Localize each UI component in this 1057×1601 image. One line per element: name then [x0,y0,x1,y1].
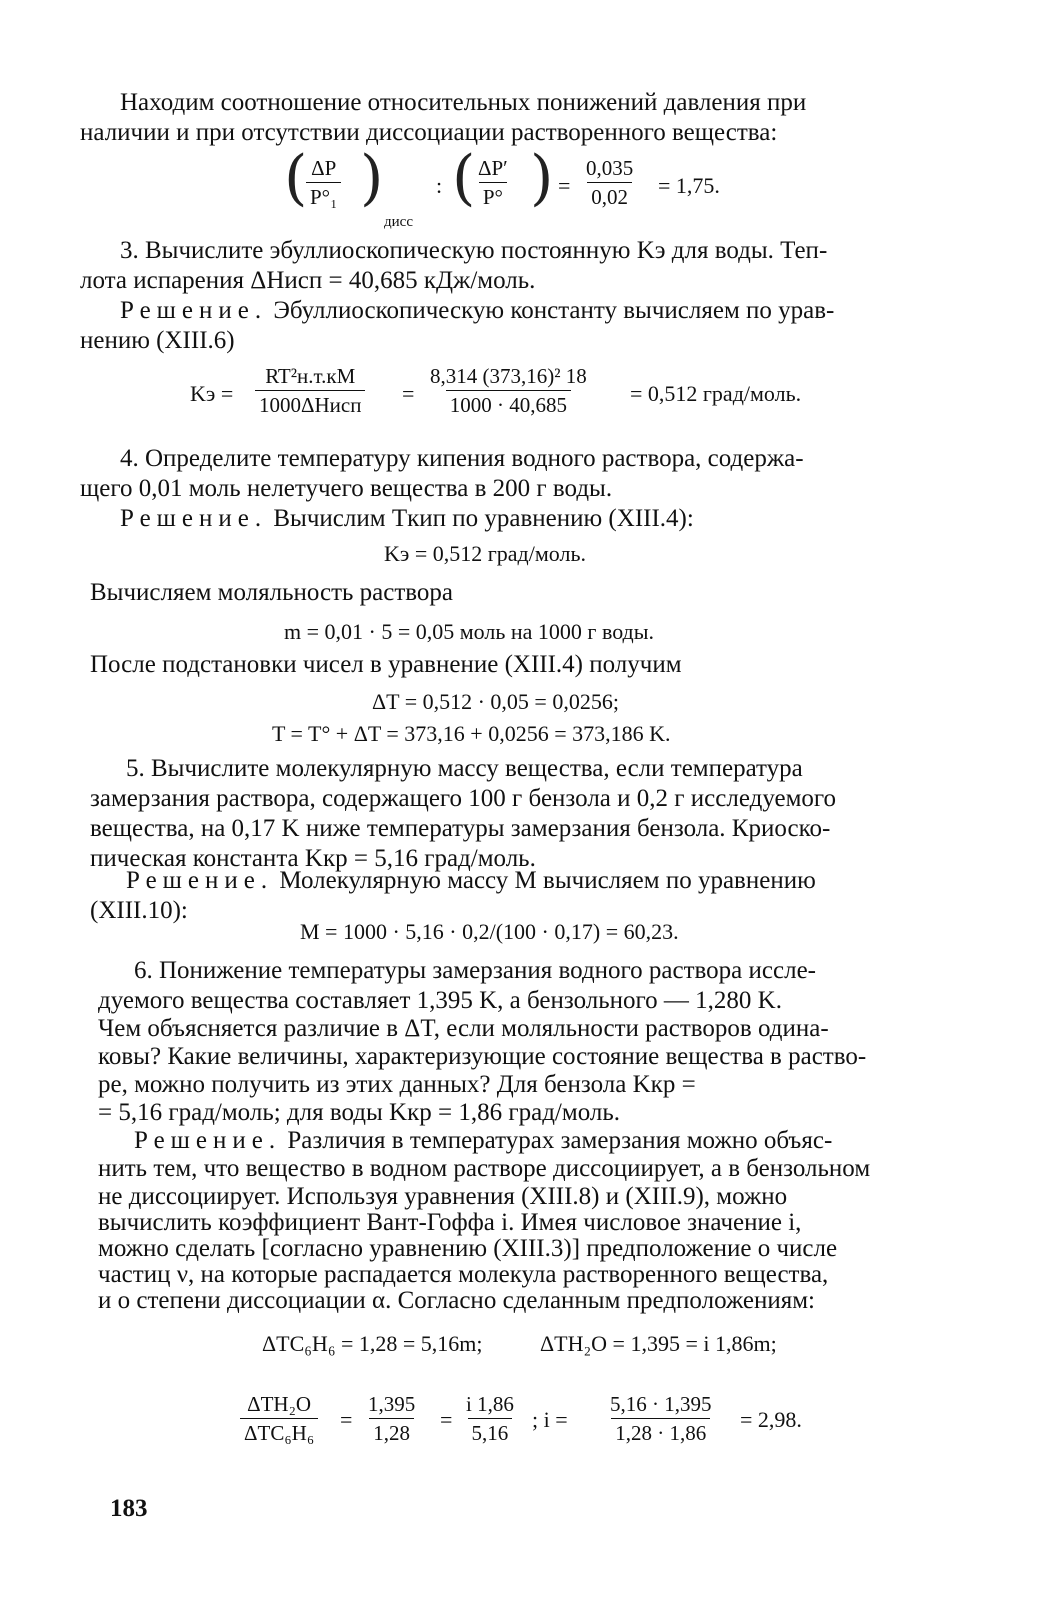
eq3-equals-1: = [340,1407,353,1432]
problem-6-line-6: = 5,16 град/моль; для воды Kкр = 1,86 град/моль. [98,1099,620,1126]
eq2-result: = 0,512 град/моль. [630,381,802,406]
problem-6-line-7: Различия в температурах замерзания можно объяс- [287,1127,833,1154]
book-page: Находим соотношение относительных понижений давления при наличии и при отсутствии диссоциации растворенного вещества: ( $\frac{\Delta P}{\text{P°₁}}$ ) дисс : ( $\frac{\Delta P'}{P^\circ}$ ) = $\frac{0,035}{0,02}$ = 1,75. 3. Вычислите эбуллиоскопическую постоянную Kэ для воды. Теп- лота испарения ΔHисп = 40,685 кДж/моль. Решение. Эбуллиоскопическую константу вычисляем по урав- нению (XIII.6) Kэ = RT²н.т.кM 1000ΔHисп = $\frac{\text{8,314 (373,16)² 18}}{1000 \cdot 40,685}$ = 0,512 град/моль. 4. Определите температуру кипения водного раствора, содержа- щего 0,01 моль нелетучего вещества в 200 г воды. Решение. Вычислим Tкип по уравнению (XIII.4): Kэ = 0,512 град/моль. Вычисляем моляльность раствора m = 0,01 · 5 = 0,05 моль на 1000 г воды. После подстановки чисел в уравнение (XIII.4) получим ΔT = 0,512 · 0,05 = 0,0256; T = T° + ΔT = 373,16 + 0,0256 = 373,186 K. 5. Вычислите молекулярную массу вещества, если температура замерзания раствора, содержащего 100 г бензола и 0,2 г исследуемого вещества, на 0,17 K ниже температуры замерзания бензола. Криоско- пическая константа Kкр = 5,16 град/моль. Решение. Молекулярную массу M вычисляем по уравнению (XIII.10): M = 1000 · 5,16 · 0,2/(100 · 0,17) = 60,23. 6. Понижение температуры замерзания водного раствора иссле- дуемого вещества составляет 1,395 K, а бензольного — 1,280 K. Чем объясняется различие в ΔT, если моляльности растворов одина- ковы? Какие величины, характеризующие состояние вещества в раство- ре, можно получить из этих данных? Для бензола Kкр = = 5,16 град/моль; для воды Kкр = 1,86 град/моль. Решение. Различия в температурах замерзания можно объяс- нить тем, что вещество в водном растворе диссоциирует, а в бензольном не диссоциирует. Используя уравнения (XIII.8) и (XIII.9), можно вычислить коэффициент Вант-Гоффа i. Имея числовое значение i, можно сделать [согласно уравнению (XIII.3)] предположение о числе частиц ν, на которые распадается молекула растворенного вещества, и о степени диссоциации α. Согласно сделанным предположениям: ΔTC₆H₆ = 1,28 = 5,16m; ΔTH₂O = 1,395 = i 1,86m; ΔTH₂O ΔTC₆H₆ = $\frac{1,395}{1,28}$ = $\frac{i 1,86}{5,16}$ ; i = $\frac{5,16 \cdot 1,395}{1,28 \cdot 1,86}$ = 2,98. 183 [80,89,871,1522]
eq1-num-a: ΔP [311,156,337,180]
eq1-num-b: ΔP′ [478,156,508,180]
problem-6-line-9: не диссоциирует. Используя уравнения (XIII.8) и (XIII.9), можно [98,1183,788,1210]
intro-line-2: наличии и при отсутствии диссоциации растворенного вещества: [80,119,778,146]
eq1-subscript: дисс [384,214,413,230]
solution-label: Решение. [134,1127,282,1154]
problem-6-line-5: ре, можно получить из этих данных? Для бензола Kкр = [98,1071,696,1098]
problem-4-eq-c: ΔT = 0,512 · 0,05 = 0,0256; [372,689,619,714]
problem-4-eq-a: Kэ = 0,512 град/моль. [384,541,586,566]
eq3-den-a: ΔTC₆H₆ [240,1418,318,1445]
eq1-separator: : [436,173,443,198]
page-number: 183 [110,1495,148,1522]
solution-label: Решение. [120,297,268,324]
eq1-den-a: P°₁ [306,182,341,209]
eq2-fraction-a [255,364,365,417]
eq2-num-b: 8,314 (373,16)² 18 [430,364,587,388]
eq3-result: = 2,98. [740,1407,802,1432]
eq3-den-d: 1,28 · 1,86 [611,1418,710,1445]
problem-6-solution [134,1126,832,1156]
eq2-num-a: RT²н.т.кM [265,364,356,388]
eq3-den-c: 5,16 [468,1418,513,1445]
problem-3-line-1: 3. Вычислите эбуллиоскопическую постоянную Kэ для воды. Теп- [120,237,828,264]
problem-3-line-2: лота испарения ΔHисп = 40,685 кДж/моль. [80,267,536,294]
eq1-fraction-b [474,156,512,209]
problem-4-line-2: щего 0,01 моль нелетучего вещества в 200 г воды. [80,475,613,502]
solution-label: Решение. [120,505,268,532]
problem-6-line-8: нить тем, что вещество в водном растворе диссоциирует, а в бензольном [98,1155,871,1182]
eq2-lhs: Kэ = [190,381,234,406]
problem-3-line-3: Эбуллиоскопическую константу вычисляем по урав- [273,297,835,324]
eq1-equals: = [558,173,571,198]
problem-4-line-3: Вычислим Tкип по уравнению (XIII.4): [273,505,694,532]
problem-6-line-2: дуемого вещества составляет 1,395 K, а бензольного — 1,280 K. [98,987,782,1014]
problem-5-line-6: (XIII.10): [90,897,188,924]
problem-5-line-5: Молекулярную массу M вычисляем по уравнению [279,867,816,894]
eq1-result: = 1,75. [658,173,720,198]
problem-6-line-12: частиц ν, на которые распадается молекула растворенного вещества, [98,1261,829,1288]
problem-6-eq-a: ΔTC₆H₆ = 1,28 = 5,16m; [262,1331,483,1356]
problem-4-eq-b: m = 0,01 · 5 = 0,05 моль на 1000 г воды. [284,619,655,644]
problem-5-eq-a: M = 1000 · 5,16 · 0,2/(100 · 0,17) = 60,23. [300,919,679,944]
problem-5-line-1: 5. Вычислите молекулярную массу вещества, если температура [126,755,803,782]
problem-6-line-3: Чем объясняется различие в ΔT, если моляльности растворов одина- [98,1015,829,1042]
eq2-den-a: 1000ΔHисп [255,390,365,417]
problem-4-eq-d: T = T° + ΔT = 373,16 + 0,0256 = 373,186 K. [272,721,671,746]
intro-line-1: Находим соотношение относительных понижений давления при [120,89,807,116]
problem-6-line-4: ковы? Какие величины, характеризующие состояние вещества в раство- [98,1043,867,1070]
eq3-equals-2: = [440,1407,453,1432]
problem-6-line-11: можно сделать [согласно уравнению (XIII.3)] предположение о числе [98,1235,838,1262]
eq3-fraction-a [240,1392,318,1445]
eq2-den-b: 1000 · 40,685 [446,390,571,417]
eq1-fraction-a [306,156,341,209]
eq3-num-b: 1,395 [368,1392,416,1416]
solution-label: Решение. [126,867,274,894]
eq3-fraction-c [462,1392,518,1445]
problem-4-line-4: Вычисляем моляльность раствора [90,579,454,606]
problem-4-solution [120,504,694,534]
eq3-mid: ; i = [532,1407,568,1432]
problem-6-line-1: 6. Понижение температуры замерзания водного раствора иссле- [134,957,816,984]
problem-6-line-13: и о степени диссоциации α. Согласно сделанным предположениям: [98,1287,816,1314]
eq3-num-d: 5,16 · 1,395 [610,1392,712,1416]
problem-6-line-10: вычислить коэффициент Вант-Гоффа i. Имея числовое значение i, [98,1209,802,1236]
eq2-fraction-b [426,364,591,417]
problem-5-solution [126,866,816,896]
eq1-den-b: P° [479,182,507,209]
problem-6-eq-b: ΔTH₂O = 1,395 = i 1,86m; [540,1331,777,1356]
problem-5-line-2: замерзания раствора, содержащего 100 г бензола и 0,2 г исследуемого [90,785,837,812]
eq3-fraction-d [606,1392,716,1445]
problem-4-line-5: После подстановки чисел в уравнение (XIII.4) получим [90,651,682,678]
eq3-num-c: i 1,86 [466,1392,514,1416]
eq3-fraction-b [364,1392,419,1445]
eq1-num-c: 0,035 [586,156,634,180]
problem-5-line-4: пическая константа Kкр = 5,16 град/моль. [90,845,536,872]
eq2-equals: = [402,381,415,406]
eq3-num-a: ΔTH₂O [247,1392,312,1416]
problem-3-line-4: нению (XIII.6) [80,327,235,354]
eq1-fraction-c [582,156,637,209]
eq1-den-c: 0,02 [587,182,632,209]
eq3-den-b: 1,28 [369,1418,414,1445]
problem-5-line-3: вещества, на 0,17 K ниже температуры замерзания бензола. Криоско- [90,815,831,842]
problem-3-solution [120,296,834,326]
problem-4-line-1: 4. Определите температуру кипения водного раствора, содержа- [120,445,804,472]
